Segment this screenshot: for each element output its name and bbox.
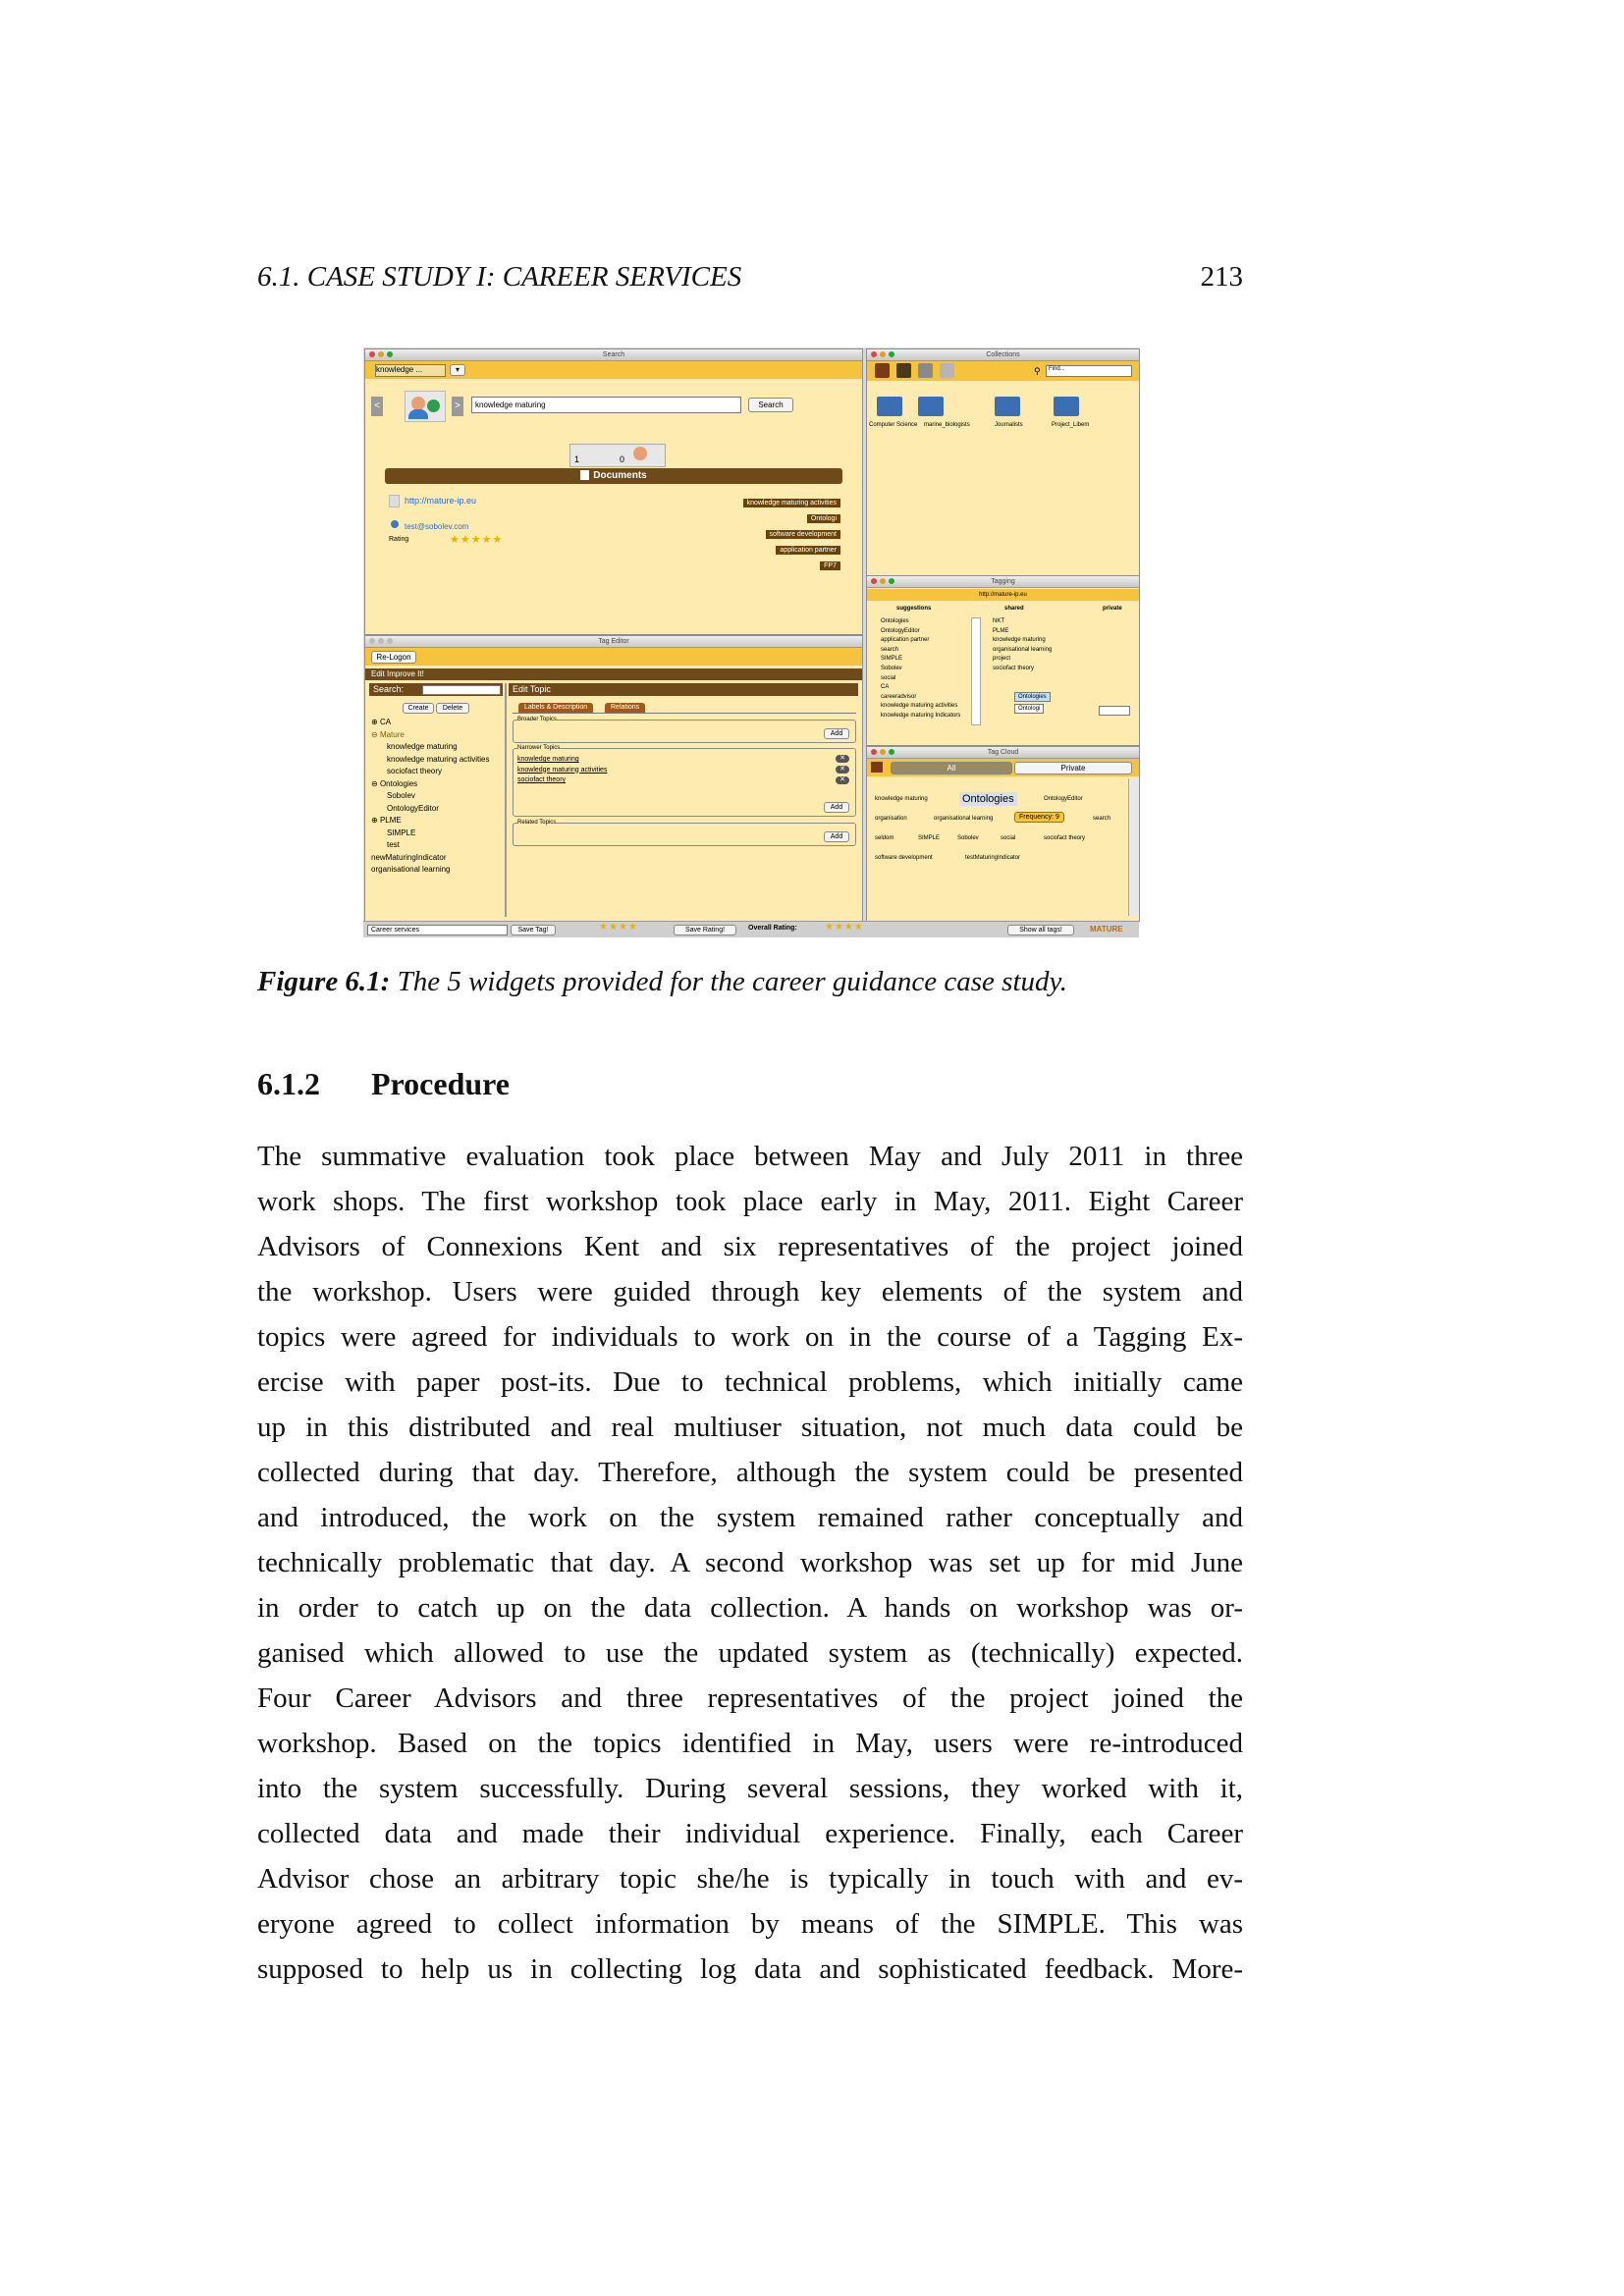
document-icon: [580, 470, 589, 480]
rating-stars[interactable]: ★★★★★: [450, 534, 504, 546]
page-icon: [389, 495, 400, 507]
edit-topic-header: Edit Topic: [509, 683, 858, 696]
cloud-tag[interactable]: Ontologies: [959, 792, 1017, 806]
cloud-tag[interactable]: organisation: [875, 816, 907, 822]
collection-label: marine_biologists: [924, 422, 970, 428]
tree-node[interactable]: ⊖ Ontologies: [371, 778, 418, 788]
narrower-item[interactable]: knowledge maturing activities: [517, 766, 608, 774]
tag-editor-widget: Tag Editor Re-Logon Edit Improve It! Search: Create Delete ⊕ CA ⊖ Mature knowledge maturing knowledge maturing activities sociofact theory ⊖ Ontologies Sobolev OntologyEditor ⊕ PLME SIMPLE test newMaturingIndicator organisational learning Edit Topic Labels & Description Relations Broader Topics Add Narrower Topics knowledge maturing knowledge maturing activities sociofact theory ✕ ✕ ✕ Add Related Topics Add: [364, 635, 863, 922]
delete-button[interactable]: Delete: [436, 703, 469, 714]
share-icon[interactable]: [918, 363, 933, 378]
tab-relations[interactable]: Relations: [605, 703, 645, 713]
tag-chip[interactable]: knowledge maturing activities: [743, 499, 840, 507]
running-header: [257, 261, 1243, 294]
text-line: into the system successfully. During several sessions, they worked with it,: [257, 1773, 1243, 1804]
text-line: Advisor chose an arbitrary topic she/he is typically in touch with and ev-: [257, 1863, 1243, 1895]
tagging-url: http://mature-ip.eu: [867, 589, 1139, 601]
body-paragraph: [257, 1134, 1243, 1992]
cloud-tag[interactable]: testMaturingIndicator: [965, 855, 1021, 861]
rating-stars-input[interactable]: ★★★★: [599, 922, 638, 933]
bottom-bar: [363, 921, 1139, 937]
cloud-tag[interactable]: OntologyEditor: [1044, 796, 1083, 802]
cloud-icon: [871, 762, 883, 773]
text-line: topics were agreed for individuals to work on in the course of a Tagging Ex-: [257, 1321, 1243, 1353]
trash-icon[interactable]: [940, 363, 954, 378]
tag-chip[interactable]: FP7: [820, 561, 840, 570]
next-arrow-icon[interactable]: >: [452, 397, 463, 416]
page-number: 213: [1200, 261, 1243, 293]
suggestions-scrollbar[interactable]: [971, 617, 981, 725]
search-button[interactable]: Search: [748, 398, 793, 412]
tree-node[interactable]: knowledge maturing activities: [387, 754, 490, 764]
caption-text: The 5 widgets provided for the career guidance case study.: [390, 966, 1068, 997]
result-email-link[interactable]: test@sobolev.com: [405, 522, 469, 531]
search-window-title: Search: [602, 351, 625, 358]
tree-node[interactable]: knowledge maturing: [387, 742, 458, 751]
tree-node[interactable]: ⊕ PLME: [371, 816, 402, 825]
tree-search-input[interactable]: [422, 685, 501, 695]
cloud-tag[interactable]: sociofact theory: [1044, 835, 1086, 841]
private-header: private: [1103, 606, 1122, 612]
text-line: The summative evaluation took place between May and July 2011 in three: [257, 1141, 1243, 1172]
text-line: technically problematic that day. A second workshop was set up for mid June: [257, 1547, 1243, 1578]
tab-private[interactable]: Private: [1014, 762, 1132, 774]
text-line: work shops. The first workshop took place early in May, 2011. Eight Career: [257, 1186, 1243, 1217]
text-line: eryone agreed to collect information by means of the SIMPLE. This was: [257, 1908, 1243, 1940]
save-rating-button[interactable]: Save Rating!: [674, 925, 736, 935]
collections-widget: Collections ⚲ Find... Computer Science marine_biologists Journalists Project_Libem: [866, 348, 1140, 576]
tag-cloud-widget: Tag Cloud All Private knowledge maturing Ontologies OntologyEditor organisation organisational learning search Frequency: 9 seldom SIMPLE Sobolev social sociofact theory software development testMaturingIndicator: [866, 746, 1140, 922]
tag-chip[interactable]: software development: [766, 530, 840, 539]
section-heading: [257, 1066, 510, 1102]
tree-node[interactable]: organisational learning: [371, 865, 451, 874]
cloud-tag[interactable]: seldom: [875, 835, 894, 841]
search-icon: ⚲: [1034, 366, 1041, 376]
add-narrower-button[interactable]: Add: [824, 802, 849, 813]
suggestions-list[interactable]: Ontologies OntologyEditor application partner search SIMPLE Sobolev social CA careeradvisor knowledge maturing activities knowledge maturing Indicators: [881, 618, 961, 719]
text-line: collected during that day. Therefore, although the system could be presented: [257, 1457, 1243, 1488]
cloud-tag[interactable]: organisational learning: [934, 816, 994, 822]
tree-node[interactable]: newMaturingIndicator: [371, 852, 447, 862]
tag-chip[interactable]: application partner: [776, 546, 840, 555]
remove-icon[interactable]: ✕: [836, 776, 849, 784]
text-line: collected data and made their individual experience. Finally, each Career: [257, 1818, 1243, 1849]
text-line: workshop. Based on the topics identified in May, users were re-introduced: [257, 1728, 1243, 1759]
search-input[interactable]: knowledge maturing: [471, 397, 741, 413]
user-avatar-icon: [405, 391, 446, 422]
home-icon[interactable]: [875, 363, 890, 378]
search-label: Search:: [369, 683, 503, 696]
create-button[interactable]: Create: [403, 703, 434, 714]
text-line: and introduced, the work on the system remained rather conceptually and: [257, 1502, 1243, 1533]
cloud-tag[interactable]: search: [1093, 816, 1111, 822]
pager[interactable]: 1 0: [569, 444, 666, 467]
section-running-title: 6.1. CASE STUDY I: CAREER SERVICES: [257, 261, 742, 293]
topic-tree[interactable]: [371, 717, 499, 877]
show-all-tags-button[interactable]: Show all tags!: [1007, 925, 1074, 935]
broader-topics-box: Broader Topics Add: [513, 720, 856, 743]
rating-label: Rating: [389, 536, 409, 543]
search-widget: [364, 348, 863, 635]
mature-logo: MATURE: [1090, 925, 1123, 934]
tree-node[interactable]: ⊕ CA: [371, 718, 392, 726]
result-url-link[interactable]: http://mature-ip.eu: [405, 496, 477, 506]
remove-icon[interactable]: ✕: [836, 755, 849, 763]
save-tag-button[interactable]: Save Tag!: [511, 925, 556, 935]
figure-caption: [257, 966, 1067, 998]
frequency-tooltip: Frequency: 9: [1014, 812, 1064, 823]
shared-list[interactable]: NKT PLME knowledge maturing organisational learning project sociofact theory: [993, 618, 1053, 671]
related-topics-box: Related Topics Add: [513, 823, 856, 846]
suggestions-header: suggestions: [896, 606, 932, 612]
collection-label: Computer Science: [869, 422, 918, 428]
text-line: up in this distributed and real multiuser situation, not much data could be: [257, 1412, 1243, 1443]
collection-label: Journalists: [995, 422, 1023, 428]
search-dropdown[interactable]: knowledge ...: [375, 364, 446, 377]
person-icon: [633, 447, 647, 460]
collection-folder-icon[interactable]: [877, 397, 902, 416]
shared-header: shared: [1004, 606, 1024, 612]
cloud-tag[interactable]: SIMPLE: [918, 835, 941, 841]
tree-node[interactable]: SIMPLE: [387, 828, 416, 837]
tree-node[interactable]: sociofact theory: [387, 767, 443, 775]
text-line: ercise with paper post-its. Due to technical problems, which initially came: [257, 1366, 1243, 1398]
find-input[interactable]: Find...: [1046, 365, 1132, 377]
section-number: 6.1.2: [257, 1066, 320, 1101]
tag-chip[interactable]: Ontologi: [1014, 704, 1044, 714]
text-line: the workshop. Users were guided through key elements of the system and: [257, 1276, 1243, 1308]
collection-folder-icon[interactable]: [1054, 397, 1079, 416]
prev-arrow-icon[interactable]: <: [371, 397, 383, 416]
overall-rating-stars: ★★★★: [825, 922, 864, 933]
figure-screenshot: [363, 347, 1139, 936]
tab-all[interactable]: All: [891, 762, 1012, 774]
add-related-button[interactable]: Add: [824, 831, 849, 842]
tree-node[interactable]: ⊖ Mature: [371, 729, 405, 739]
remove-icon[interactable]: ✕: [836, 766, 849, 774]
collection-label: Project_Libem: [1052, 422, 1090, 428]
private-tag-input[interactable]: [1099, 706, 1130, 716]
narrower-item[interactable]: sociofact theory: [517, 776, 567, 783]
tag-chip[interactable]: Ontologi: [807, 514, 840, 523]
tree-node[interactable]: OntologyEditor: [387, 803, 439, 813]
tree-node[interactable]: Sobolev: [387, 791, 415, 800]
tag-input[interactable]: Career services: [367, 925, 508, 935]
cloud-tag[interactable]: software development: [875, 855, 933, 861]
user-icon: [391, 520, 399, 528]
collection-folder-icon[interactable]: [918, 397, 944, 416]
cloud-tag[interactable]: Sobolev: [957, 835, 979, 841]
add-broader-button[interactable]: Add: [824, 728, 849, 739]
narrower-topics-box: Narrower Topics knowledge maturing knowledge maturing activities sociofact theory ✕ ✕ ✕ Add: [513, 748, 856, 817]
documents-bar: Documents: [385, 468, 842, 484]
cloud-scrollbar[interactable]: [1128, 778, 1138, 916]
cloud-tag[interactable]: social: [1001, 835, 1016, 841]
editor-menu[interactable]: Edit Improve It!: [365, 668, 862, 680]
cloud-tag[interactable]: knowledge maturing: [875, 796, 928, 802]
narrower-item[interactable]: knowledge maturing: [517, 756, 579, 763]
tab-labels-description[interactable]: Labels & Description: [518, 703, 593, 713]
section-title: Procedure: [371, 1066, 510, 1101]
tagging-widget: Tagging http://mature-ip.eu suggestions shared private Ontologies OntologyEditor application partner search SIMPLE Sobolev social CA careeradvisor knowledge maturing activities knowledge maturing Indicators NKT PLME knowledge maturing organisational learning project sociofact theory Ontologies Ontologi: [866, 575, 1140, 746]
collection-folder-icon[interactable]: [995, 397, 1020, 416]
relogon-button[interactable]: Re-Logon: [371, 651, 416, 664]
text-line: ganised which allowed to use the updated system as (technically) expected.: [257, 1637, 1243, 1669]
caption-label: Figure 6.1:: [257, 966, 391, 997]
overall-rating-label: Overall Rating:: [748, 925, 797, 932]
folder-icon[interactable]: [896, 363, 911, 378]
tree-node[interactable]: test: [387, 840, 400, 849]
text-line: Four Career Advisors and three representatives of the project joined the: [257, 1682, 1243, 1714]
text-line: in order to catch up on the data collection. A hands on workshop was or-: [257, 1592, 1243, 1624]
text-line: supposed to help us in collecting log data and sophisticated feedback. More-: [257, 1953, 1243, 1985]
text-line: Advisors of Connexions Kent and six representatives of the project joined: [257, 1231, 1243, 1262]
chevron-down-icon[interactable]: ▾: [450, 364, 465, 376]
tag-chip[interactable]: Ontologies: [1014, 692, 1051, 702]
